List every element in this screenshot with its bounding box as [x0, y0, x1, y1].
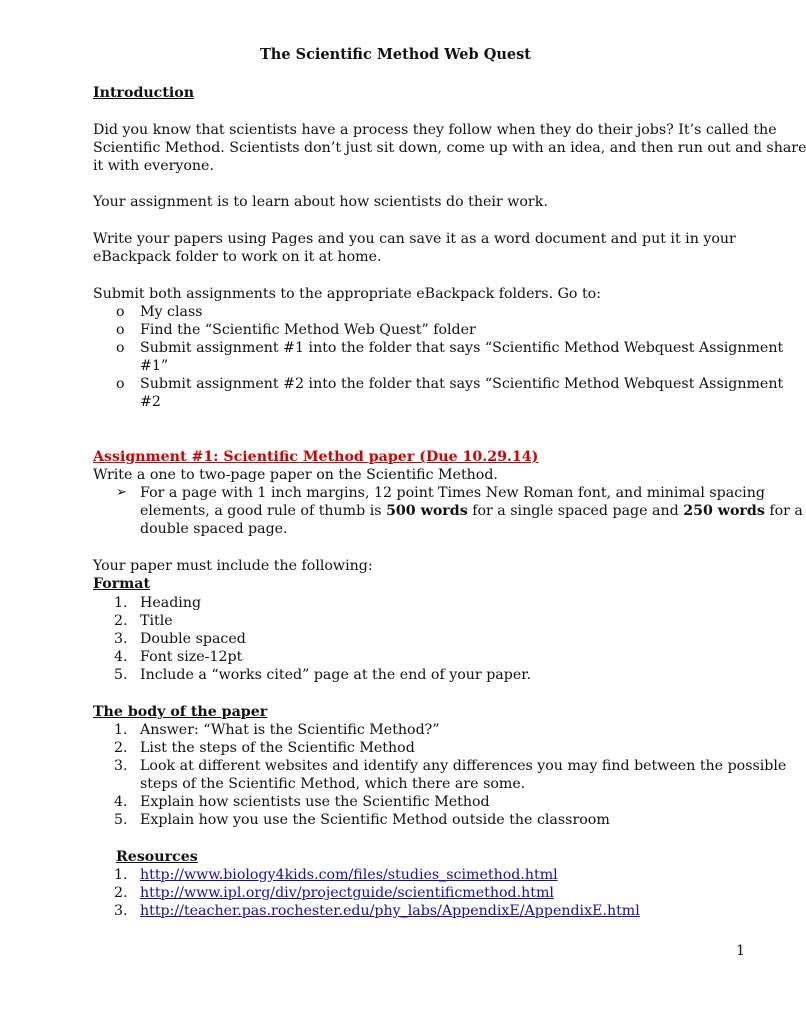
intro-paragraph-line: Scientific Method. Scientists don’t just sit down, come up with an idea, and then run out and share: [93, 140, 806, 156]
list-number: 2.: [114, 740, 128, 756]
resources-heading: Resources: [116, 849, 198, 865]
list-number: 3.: [114, 903, 128, 919]
list-number: 2.: [114, 885, 128, 901]
bullet-marker: o: [116, 322, 125, 338]
bullet-item: Submit assignment #2 into the folder that says “Scientific Method Webquest Assignment: [140, 376, 784, 392]
list-number: 5.: [114, 667, 128, 683]
intro-paragraph-line: it with everyone.: [93, 158, 214, 174]
list-number: 3.: [114, 758, 128, 774]
format-heading: Format: [93, 576, 150, 592]
bullet-item-continuation: #2: [140, 394, 161, 410]
tip-text: for a single spaced page and: [467, 503, 684, 519]
format-item: Font size-12pt: [140, 649, 243, 665]
intro-paragraph-line: Did you know that scientists have a process they follow when they do their jobs? It’s called the: [93, 122, 777, 138]
tip-line: For a page with 1 inch margins, 12 point Times New Roman font, and minimal spacing: [140, 485, 765, 501]
list-number: 1.: [114, 595, 128, 611]
tip-line: double spaced page.: [140, 521, 288, 537]
list-number: 5.: [114, 812, 128, 828]
page-title: The Scientific Method Web Quest: [260, 46, 531, 63]
body-item-continuation: steps of the Scientific Method, which there are some.: [140, 776, 526, 792]
tip-text: for a: [764, 503, 803, 519]
must-include-text: Your paper must include the following:: [93, 558, 373, 574]
list-number: 3.: [114, 631, 128, 647]
page-number: 1: [736, 943, 746, 959]
introduction-heading: Introduction: [93, 85, 195, 101]
body-item: Answer: “What is the Scientific Method?”: [140, 722, 440, 738]
pages-paragraph-line: eBackpack folder to work on it at home.: [93, 249, 382, 265]
resource-link[interactable]: http://www.biology4kids.com/files/studies_scimethod.html: [140, 867, 558, 883]
pages-paragraph-line: Write your papers using Pages and you can save it as a word document and put it in your: [93, 231, 736, 247]
arrow-bullet-icon: ➢: [116, 485, 127, 500]
list-number: 4.: [114, 794, 128, 810]
bullet-marker: o: [116, 340, 125, 356]
tip-words-double: 250 words: [683, 503, 765, 519]
bullet-item: My class: [140, 304, 203, 320]
tip-line: [140, 502, 803, 520]
bullet-item-continuation: #1”: [140, 358, 169, 374]
assignment1-heading: Assignment #1: Scientific Method paper (Due 10.29.14): [93, 449, 539, 465]
tip-text: elements, a good rule of thumb is: [140, 503, 387, 519]
tip-words-single: 500 words: [386, 503, 468, 519]
list-number: 4.: [114, 649, 128, 665]
format-item: Include a “works cited” page at the end of your paper.: [140, 667, 531, 683]
list-number: 1.: [114, 867, 128, 883]
assignment1-intro: Write a one to two-page paper on the Scientific Method.: [93, 467, 498, 483]
body-item: Explain how you use the Scientific Method outside the classroom: [140, 812, 610, 828]
body-item: Explain how scientists use the Scientific Method: [140, 794, 490, 810]
format-item: Double spaced: [140, 631, 246, 647]
list-number: 1.: [114, 722, 128, 738]
bullet-item: Find the “Scientific Method Web Quest” folder: [140, 322, 476, 338]
format-item: Heading: [140, 595, 202, 611]
submit-paragraph: Submit both assignments to the appropriate eBackpack folders. Go to:: [93, 286, 601, 302]
resource-link[interactable]: http://www.ipl.org/div/projectguide/scientificmethod.html: [140, 885, 554, 901]
bullet-marker: o: [116, 376, 125, 392]
format-item: Title: [140, 613, 173, 629]
body-item: Look at different websites and identify any differences you may find between the possible: [140, 758, 787, 774]
body-heading: The body of the paper: [93, 704, 268, 720]
bullet-marker: o: [116, 304, 125, 320]
resource-link[interactable]: http://teacher.pas.rochester.edu/phy_labs/AppendixE/AppendixE.html: [140, 903, 640, 919]
assignment-paragraph: Your assignment is to learn about how scientists do their work.: [93, 194, 548, 210]
list-number: 2.: [114, 613, 128, 629]
bullet-item: Submit assignment #1 into the folder that says “Scientific Method Webquest Assignment: [140, 340, 784, 356]
body-item: List the steps of the Scientific Method: [140, 740, 415, 756]
